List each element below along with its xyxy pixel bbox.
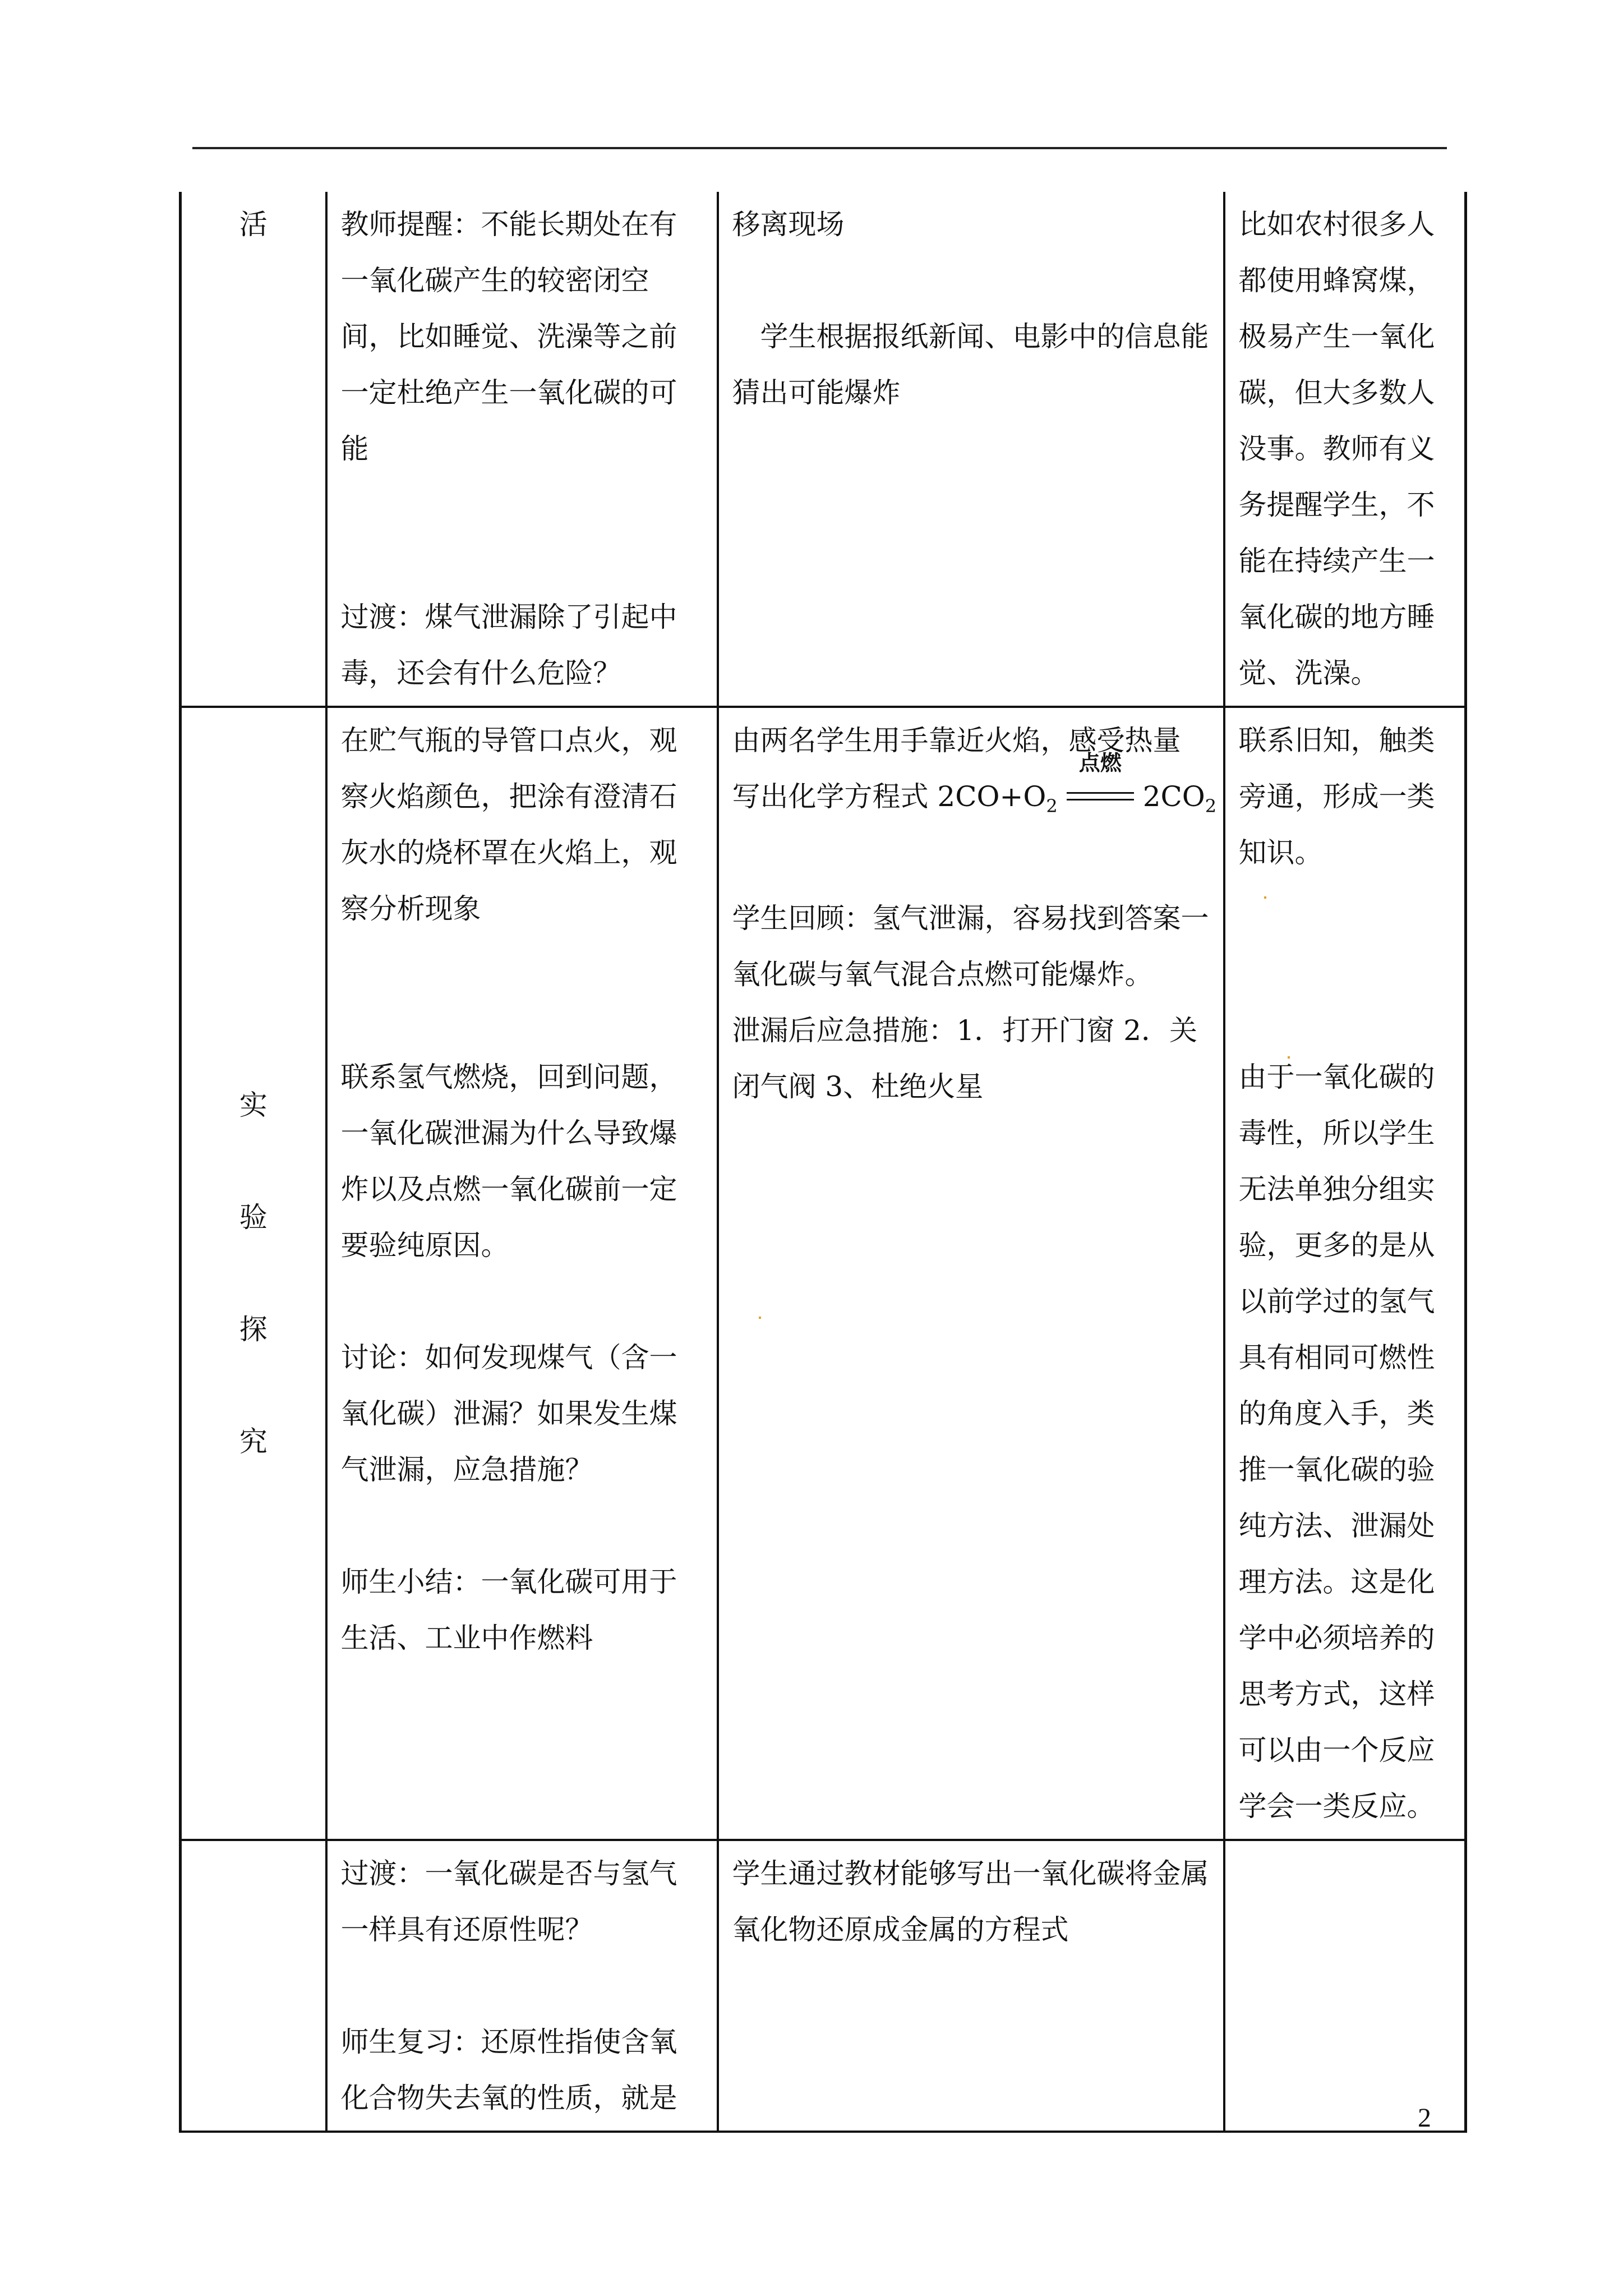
equation-subscript: 2 [1205, 795, 1217, 817]
teacher-paragraph: 过渡：煤气泄漏除了引起中毒，还会有什么危险？ [340, 601, 677, 689]
phase-char: 探 [239, 1313, 268, 1346]
phase-cell [181, 707, 326, 1840]
chemical-equation [732, 750, 1217, 834]
scan-speck [1288, 1056, 1290, 1059]
student-activity-cell [718, 192, 1224, 707]
student-paragraph: 学生通过教材能够写出一氧化碳将金属氧化物还原成金属的方程式 [732, 1857, 1209, 1946]
reaction-arrow [1067, 750, 1134, 816]
teacher-activity-cell [326, 192, 718, 707]
lesson-table [179, 192, 1467, 2133]
equation-reactants: 写出化学方程式 2CO+O [732, 780, 1046, 813]
scan-speck [1264, 896, 1266, 899]
student-activity-cell [718, 707, 1224, 1840]
teacher-paragraph: 联系氢气燃烧，回到问题，一氧化碳泄漏为什么导致爆炸以及点燃一氧化碳前一定要验纯原因。 [340, 1061, 677, 1262]
equation-product: 2CO [1142, 780, 1205, 813]
intent-paragraph: 由于一氧化碳的毒性，所以学生无法单独分组实验，更多的是从以前学过的氢气具有相同可燃性的角度入手，类推一氧化碳的验纯方法、泄漏处理方法。这是化学中必须培养的思考方式，这样可以由一个反应学会一类反应。 [1238, 1061, 1435, 1823]
student-paragraph: 泄漏后应急措施：1．打开门窗 2．关闭气阀 3、杜绝火星 [732, 1014, 1198, 1103]
equation-subscript: 2 [1046, 795, 1058, 817]
teacher-activity-cell [326, 707, 718, 1840]
table-row [181, 192, 1466, 707]
student-activity-cell [718, 1840, 1224, 2132]
intent-paragraph: 联系旧知，触类旁通，形成一类知识。 [1238, 724, 1435, 869]
page-number: 2 [1418, 2103, 1431, 2133]
phase-label: 活 [239, 208, 268, 241]
teacher-paragraph: 教师提醒：不能长期处在有一氧化碳产生的较密闭空间，比如睡觉、洗澡等之前一定杜绝产生一氧化碳的可能 [340, 208, 677, 465]
design-intent-cell [1224, 192, 1466, 707]
teacher-paragraph: 师生小结：一氧化碳可用于生活、工业中作燃料 [340, 1566, 677, 1654]
teacher-paragraph: 在贮气瓶的导管口点火，观察火焰颜色，把涂有澄清石灰水的烧杯罩在火焰上，观察分析现象 [340, 724, 677, 925]
phase-cell [181, 1840, 326, 2132]
teacher-activity-cell [326, 1840, 718, 2132]
phase-cell [181, 192, 326, 707]
scan-speck [759, 1317, 761, 1319]
phase-label-vertical [182, 1049, 325, 1498]
design-intent-cell [1224, 1840, 1466, 2132]
teacher-paragraph: 师生复习：还原性指使含氧化合物失去氧的性质，就是 [340, 2026, 677, 2114]
table-row [181, 1840, 1466, 2132]
design-intent-cell [1224, 707, 1466, 1840]
teacher-paragraph: 过渡：一氧化碳是否与氢气一样具有还原性呢？ [340, 1857, 677, 1946]
student-paragraph: 学生回顾：氢气泄漏，容易找到答案一氧化碳与氧气混合点燃可能爆炸。 [732, 902, 1209, 991]
teacher-paragraph: 讨论：如何发现煤气（含一氧化碳）泄漏？如果发生煤气泄漏，应急措施？ [340, 1341, 677, 1486]
student-paragraph: 由两名学生用手靠近火焰，感受热量 [732, 724, 1181, 757]
student-paragraph: 学生根据报纸新闻、电影中的信息能猜出可能爆炸 [732, 320, 1209, 409]
phase-char: 究 [239, 1425, 268, 1458]
phase-char: 验 [239, 1201, 268, 1234]
student-paragraph: 移离现场 [732, 208, 845, 241]
intent-paragraph: 比如农村很多人都使用蜂窝煤，极易产生一氧化碳，但大多数人没事。教师有义务提醒学生，不能在持续产生一氧化碳的地方睡觉、洗澡。 [1238, 208, 1435, 689]
table-row [181, 707, 1466, 1840]
reaction-condition: 点燃 [1078, 750, 1122, 775]
header-rule [192, 147, 1447, 149]
phase-char: 实 [239, 1089, 268, 1121]
